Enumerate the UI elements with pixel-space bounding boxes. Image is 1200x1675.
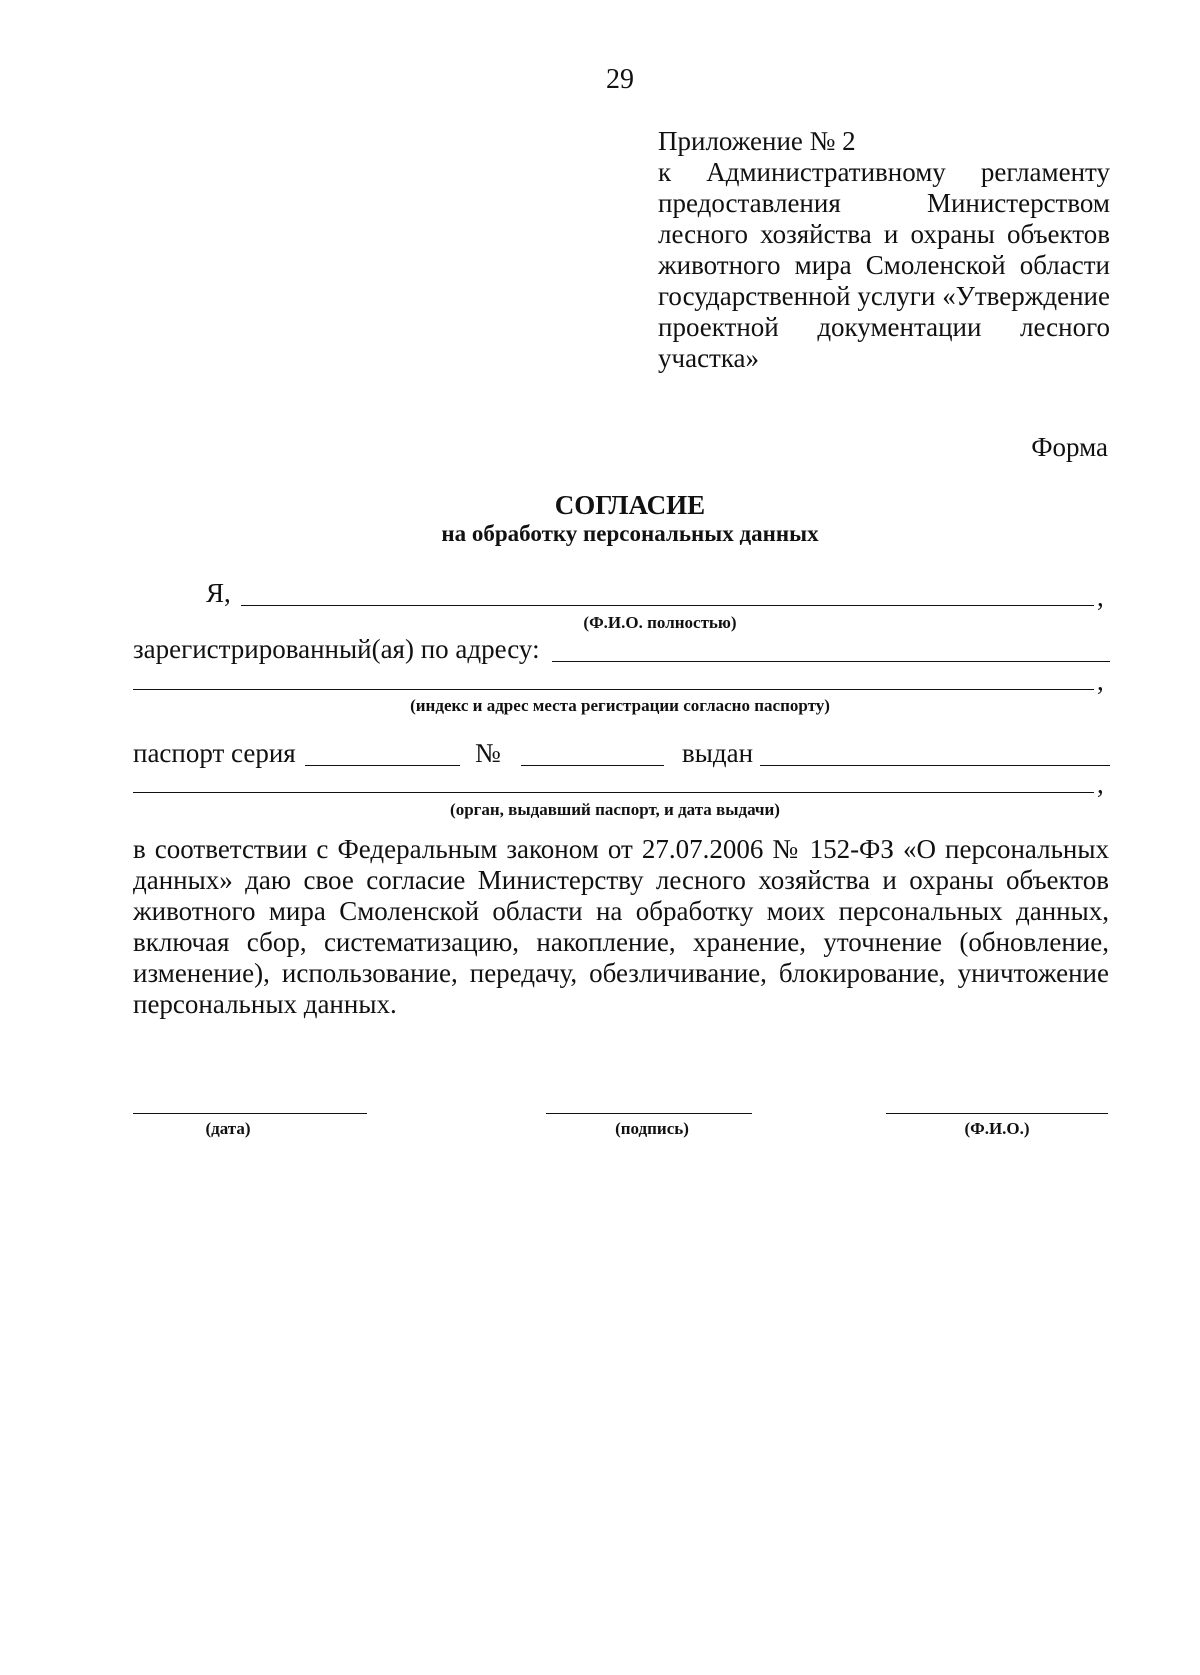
issued-label: выдан <box>682 738 754 768</box>
appendix-line: участка» <box>658 343 760 373</box>
comma: , <box>1097 769 1104 799</box>
issuer-continuation-line[interactable] <box>133 792 1094 793</box>
fio-field-line[interactable] <box>241 605 1094 606</box>
address-field-line[interactable] <box>552 661 1110 662</box>
fio-hint: (Ф.И.О. полностью) <box>583 613 737 632</box>
passport-series-field-line[interactable] <box>305 765 460 766</box>
paragraph-line: изменение), использование, передачу, обезличивание, блокирование, уничтожение <box>133 958 1109 988</box>
issuer-hint: (орган, выдавший паспорт, и дата выдачи) <box>450 800 780 819</box>
form-label: Форма <box>1031 432 1108 462</box>
address-hint: (индекс и адрес места регистрации согласно паспорту) <box>410 696 830 715</box>
appendix-line: проектной документации лесного <box>658 312 1110 342</box>
appendix-line: к Административному регламенту <box>658 157 1110 187</box>
address-continuation-line[interactable] <box>133 689 1094 690</box>
appendix-heading: Приложение № 2 <box>658 126 856 156</box>
appendix-line: животного мира Смоленской области <box>658 250 1110 280</box>
document-title: СОГЛАСИЕ <box>554 490 706 520</box>
fio-signature-field-line[interactable] <box>886 1113 1108 1114</box>
appendix-line: лесного хозяйства и охраны объектов <box>658 219 1110 249</box>
date-hint: (дата) <box>205 1119 251 1138</box>
issued-field-line[interactable] <box>760 765 1110 766</box>
i-prefix: Я, <box>206 578 231 608</box>
passport-number-field-line[interactable] <box>521 765 664 766</box>
paragraph-line: включая сбор, систематизацию, накопление, хранение, уточнение (обновление, <box>133 927 1109 957</box>
paragraph-line: персональных данных. <box>133 989 397 1019</box>
registered-label: зарегистрированный(ая) по адресу: <box>133 634 540 664</box>
comma: , <box>1097 666 1104 696</box>
signature-field-line[interactable] <box>546 1113 752 1114</box>
appendix-block <box>658 126 1110 374</box>
passport-series-label: паспорт серия <box>133 738 296 768</box>
paragraph-line: животного мира Смоленской области на обработку моих персональных данных, <box>133 896 1109 926</box>
appendix-line: государственной услуги «Утверждение <box>658 281 1110 311</box>
appendix-line: предоставления Министерством <box>658 188 1110 218</box>
document-subtitle: на обработку персональных данных <box>441 521 819 546</box>
comma: , <box>1097 582 1104 612</box>
number-label: № <box>475 738 501 768</box>
page-number: 29 <box>606 64 634 95</box>
paragraph-line: в соответствии с Федеральным законом от 27.07.2006 № 152-ФЗ «О персональных <box>133 834 1109 864</box>
signature-hint: (подпись) <box>615 1119 689 1138</box>
consent-paragraph <box>133 834 1109 1020</box>
date-field-line[interactable] <box>133 1113 367 1114</box>
fio-signature-hint: (Ф.И.О.) <box>964 1119 1030 1138</box>
paragraph-line: данных» даю свое согласие Министерству лесного хозяйства и охраны объектов <box>133 865 1109 895</box>
